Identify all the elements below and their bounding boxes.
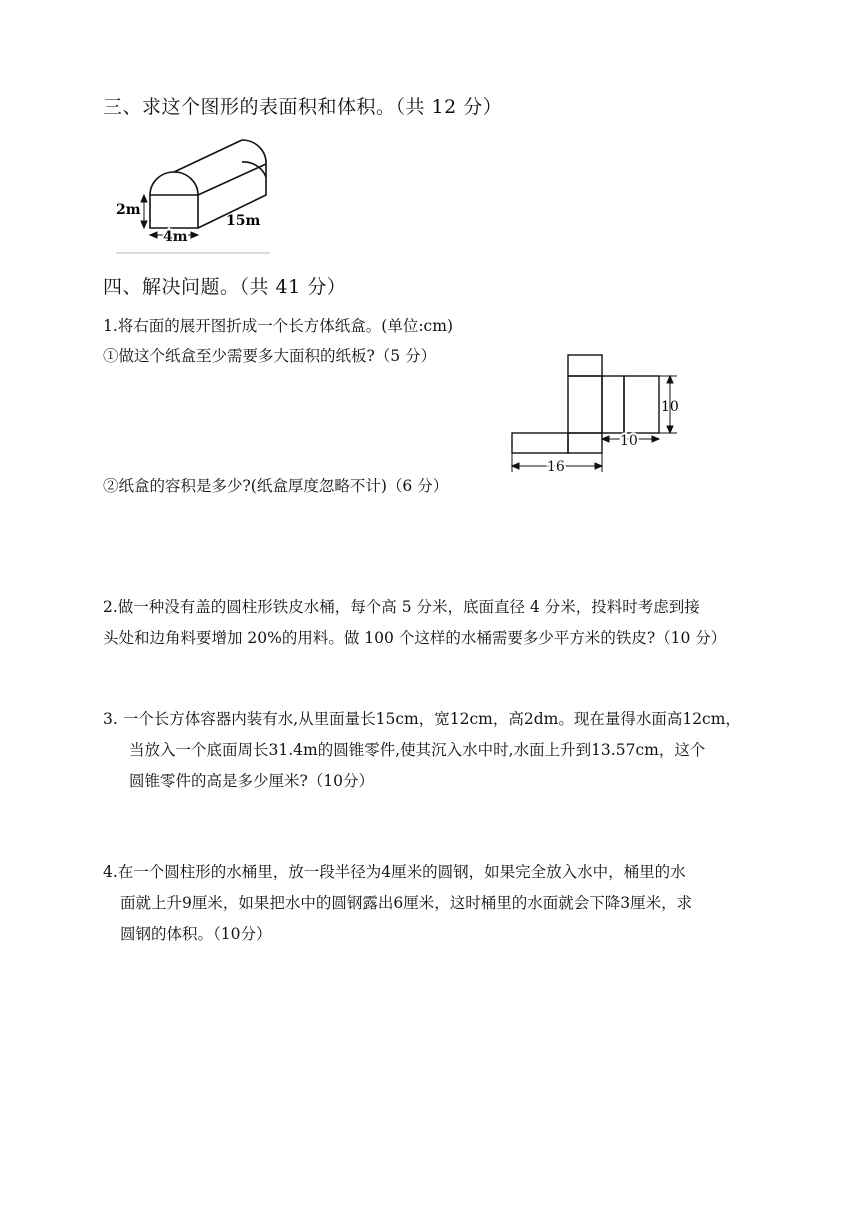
q2-line2: 头处和边角料要增加 20%的用料。做 100 个这样的水桶需要多少平方米的铁皮?（10 分） bbox=[103, 629, 727, 647]
section-4-title: 四、解决问题。（共 41 分） bbox=[103, 276, 347, 298]
q4-line1: 4.在一个圆柱形的水桶里，放一段半径为4厘米的圆钢，如果完全放入水中，桶里的水 bbox=[103, 863, 686, 881]
q2 bbox=[103, 592, 726, 654]
q4-line2: 面就上升9厘米，如果把水中的圆钢露出6厘米，这时桶里的水面就会下降3厘米，求 bbox=[120, 894, 693, 912]
box-net-diagram bbox=[505, 350, 690, 478]
height-label: 2m bbox=[116, 202, 141, 218]
q4 bbox=[103, 857, 692, 950]
q1-part2: ②纸盒的容积是多少?(纸盒厚度忽略不计)（6 分） bbox=[103, 477, 449, 495]
q3-line1: 3. 一个长方体容器内装有水,从里面量长15cm，宽12cm，高2dm。现在量得水面高12cm， bbox=[103, 710, 741, 728]
q3 bbox=[103, 704, 741, 797]
q2-line1: 2.做一种没有盖的圆柱形铁皮水桶，每个高 5 分米，底面直径 4 分米，投料时考虑到接 bbox=[103, 598, 700, 616]
net-length-label: 16 bbox=[547, 459, 565, 475]
q1-part1: ①做这个纸盒至少需要多大面积的纸板?（5 分） bbox=[103, 347, 437, 365]
width-label: 4m bbox=[163, 229, 188, 245]
length-label: 15m bbox=[226, 213, 261, 229]
q4-line3: 圆钢的体积。（10分） bbox=[120, 925, 272, 943]
net-height-label: 10 bbox=[661, 399, 679, 415]
net-width-label: 10 bbox=[620, 433, 638, 449]
q1-intro: 1.将右面的展开图折成一个长方体纸盒。(单位:cm) bbox=[103, 317, 453, 335]
half-cylinder-prism-figure bbox=[108, 132, 273, 256]
section-3-title: 三、求这个图形的表面积和体积。（共 12 分） bbox=[103, 96, 503, 118]
q3-line3: 圆锥零件的高是多少厘米?（10分） bbox=[129, 772, 375, 790]
q3-line2: 当放入一个底面周长31.4m的圆锥零件,使其沉入水中时,水面上升到13.57cm，这个 bbox=[129, 741, 706, 759]
